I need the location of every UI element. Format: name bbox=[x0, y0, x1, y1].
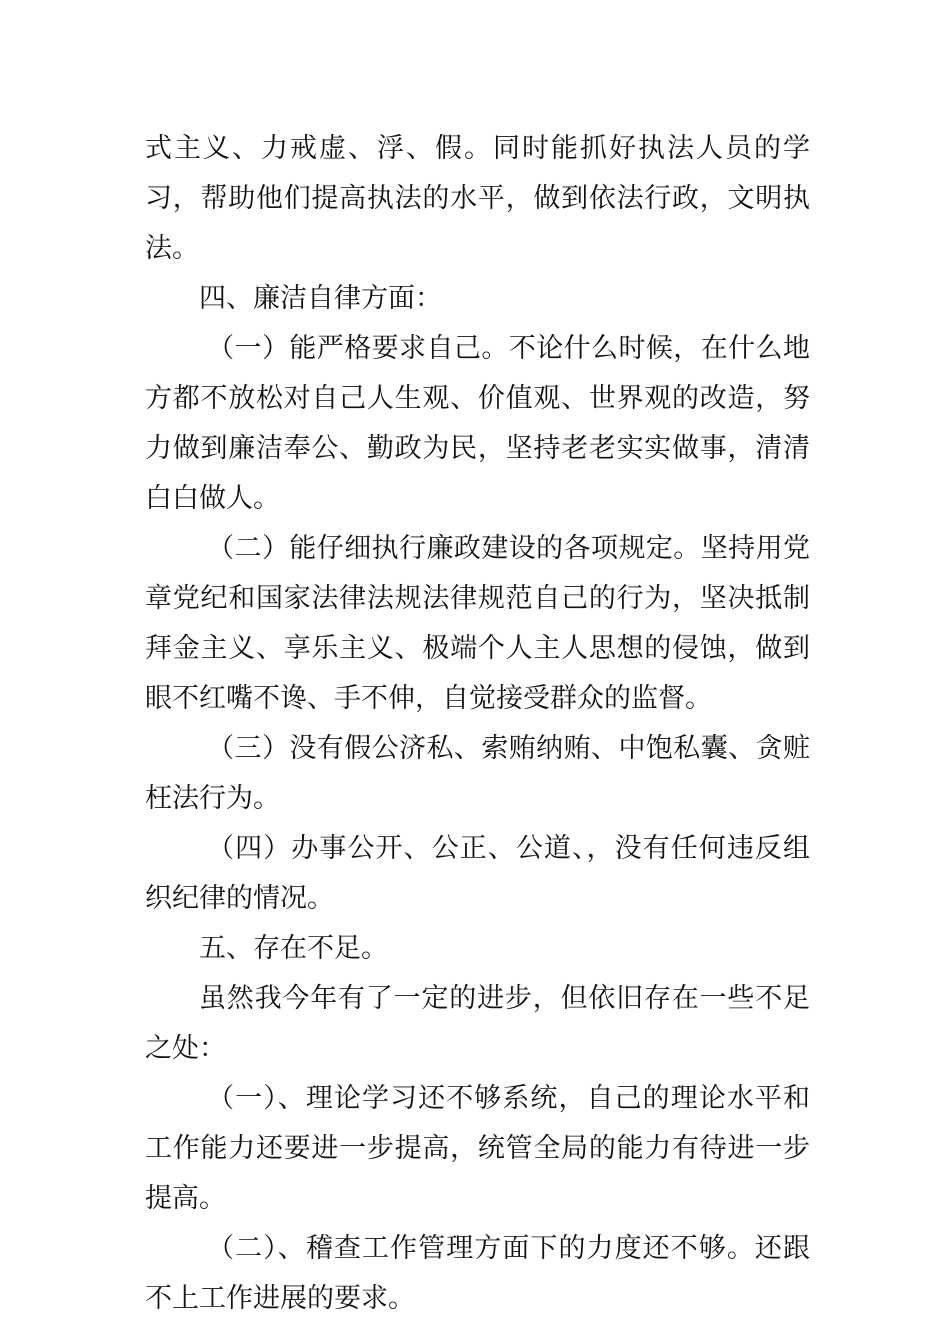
paragraph-shortcomings-intro: 虽然我今年有了一定的进步，但依旧存在一些不足之处： bbox=[145, 983, 810, 1064]
paragraph-integrity-3: （三）没有假公济私、索贿纳贿、中饱私囊、贪赃枉法行为。 bbox=[145, 733, 810, 814]
paragraph-shortcomings-1: （一）、理论学习还不够系统，自己的理论水平和工作能力还要进一步提高，统管全局的能力有待进一步提高。 bbox=[145, 1083, 810, 1214]
paragraph-continuation: 式主义、力戒虚、浮、假。同时能抓好执法人员的学习，帮助他们提高执法的水平，做到依法行政，文明执法。 bbox=[145, 133, 810, 264]
paragraph-shortcomings-2: （二）、稽查工作管理方面下的力度还不够。还跟不上工作进展的要求。 bbox=[145, 1233, 810, 1314]
section-heading-integrity: 四、廉洁自律方面： bbox=[199, 283, 442, 314]
paragraph-integrity-4: （四）办事公开、公正、公道、，没有任何违反组织纪律的情况。 bbox=[145, 833, 810, 914]
paragraph-integrity-1: （一）能严格要求自己。不论什么时候，在什么地方都不放松对自己人生观、价值观、世界观的改造，努力做到廉洁奉公、勤政为民，坚持老老实实做事，清清白白做人。 bbox=[145, 333, 810, 514]
document-body bbox=[145, 124, 810, 1324]
section-heading-shortcomings: 五、存在不足。 bbox=[199, 933, 388, 964]
paragraph-integrity-2: （二）能仔细执行廉政建设的各项规定。坚持用党章党纪和国家法律法规法律规范自己的行为，坚决抵制拜金主义、享乐主义、极端个人主人思想的侵蚀，做到眼不红嘴不谗、手不伸，自觉接受群众的监督。 bbox=[145, 533, 810, 714]
